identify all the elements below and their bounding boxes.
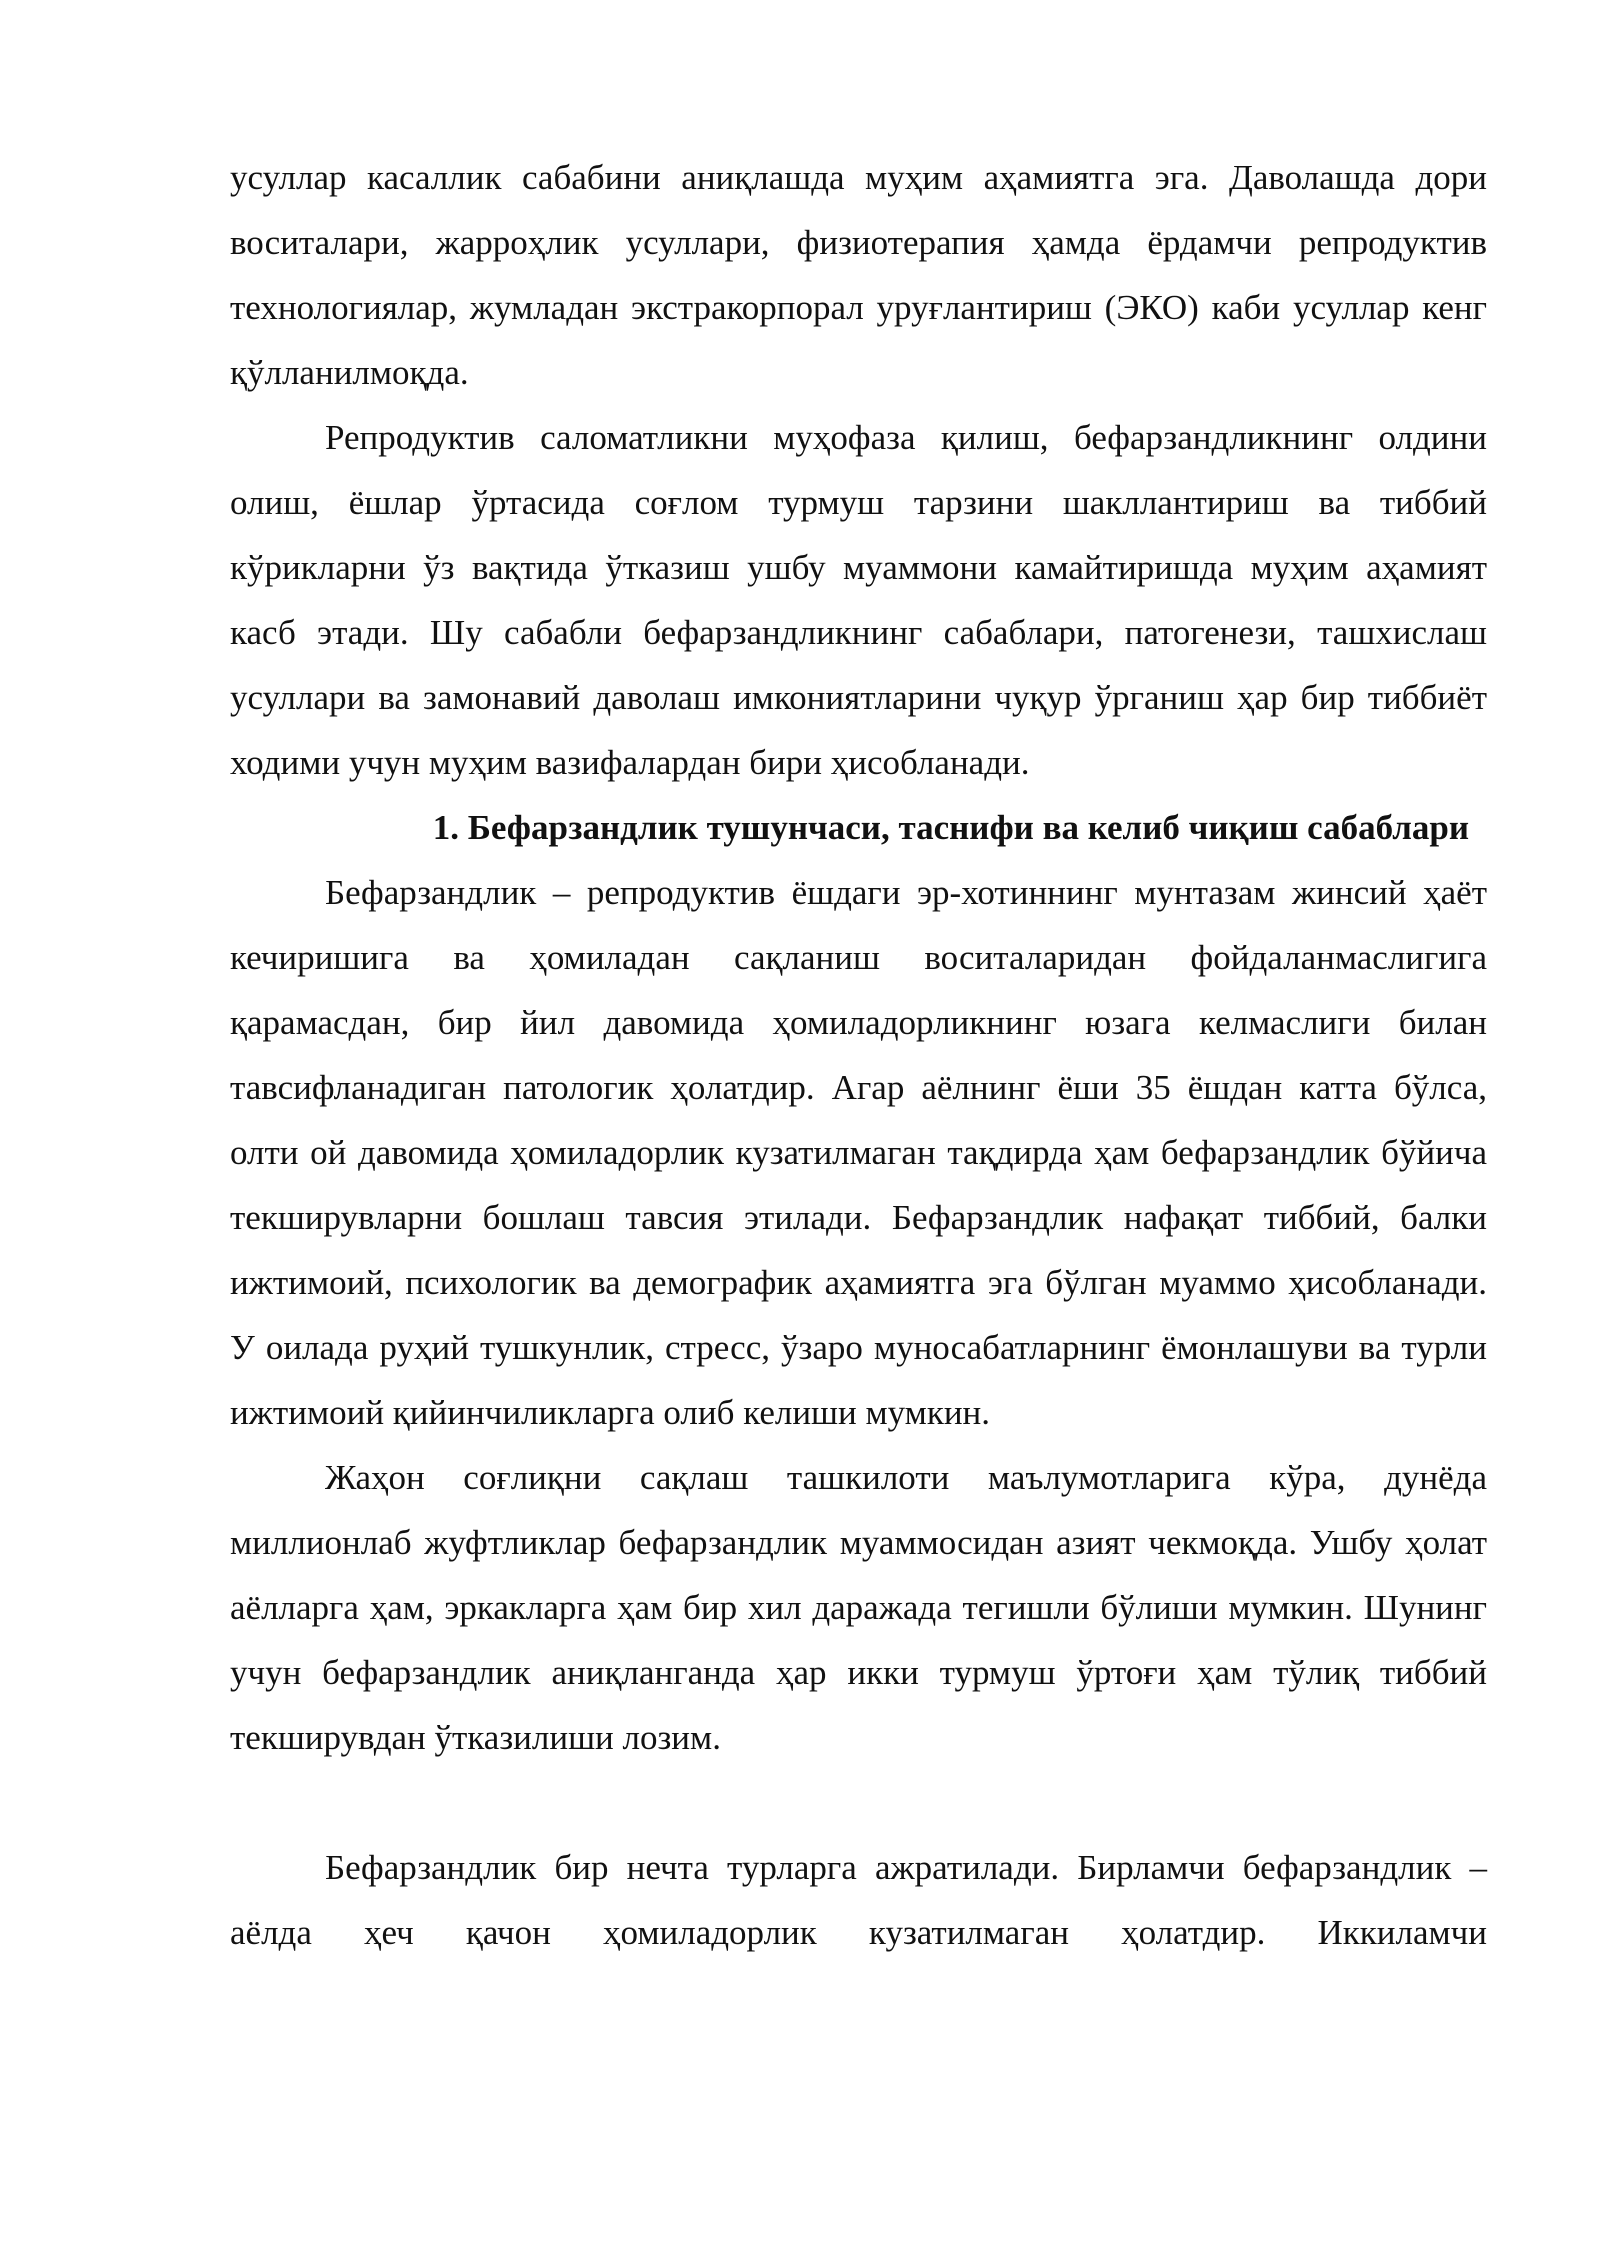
paragraph-reproductive-health: Репродуктив саломатликни муҳофаза қилиш, бефарзандликнинг олдини олиш, ёшлар ўртасида соғлом турмуш тарзини шакллантириш ва тиббий кўрикларни ўз вақтида ўтказиш ушбу муаммони камайтиришда муҳим аҳамият касб этади. Шу сабабли бефарзандликнинг сабаблари, патогенези, ташхислаш усуллари ва замонавий даволаш имкониятларини чуқур ўрганиш ҳар бир тиббиёт ходими учун муҳим вазифалардан бири ҳисобланади. — [230, 418, 1487, 782]
paragraph-infertility-types: Бефарзандлик бир нечта турларга ажратилади. Бирламчи бефарзандлик – аёлда ҳеч қачон ҳомиладорлик кузатилмаган ҳолатдир. Иккиламчи — [230, 1848, 1487, 1952]
paragraph-who-data: Жаҳон соғлиқни сақлаш ташкилоти маълумотларига кўра, дунёда миллионлаб жуфтликлар бефарзандлик муаммосидан азият чекмоқда. Ушбу ҳолат аёлларга ҳам, эркакларга ҳам бир хил даражада тегишли бўлиши мумкин. Шунинг учун бефарзандлик аниқланганда ҳар икки турмуш ўртоғи ҳам тўлиқ тиббий текширувдан ўтказилиши лозим. — [230, 1458, 1487, 1757]
paragraph-treatment-methods: усуллар касаллик сабабини аниқлашда муҳим аҳамиятга эга. Даволашда дори воситалари, жарроҳлик усуллари, физиотерапия ҳамда ёрдамчи репродуктив технологиялар, жумладан экстракорпорал уруғлантириш (ЭКО) каби усуллар кенг қўлланилмоқда. — [230, 158, 1487, 392]
paragraph-infertility-definition: Бефарзандлик – репродуктив ёшдаги эр-хотиннинг мунтазам жинсий ҳаёт кечиришига ва ҳомиладан сақланиш воситаларидан фойдаланмаслигига қарамасдан, бир йил давомида ҳомиладорликнинг юзага келмаслиги билан тавсифланадиган патологик ҳолатдир. Агар аёлнинг ёши 35 ёшдан катта бўлса, олти ой давомида ҳомиладорлик кузатилмаган тақдирда ҳам бефарзандлик бўйича текширувларни бошлаш тавсия этилади. Бефарзандлик нафақат тиббий, балки ижтимоий, психологик ва демографик аҳамиятга эга бўлган муаммо ҳисобланади. У оилада руҳий тушкунлик, стресс, ўзаро муносабатларнинг ёмонлашуви ва турли ижтимоий қийинчиликларга олиб келиши мумкин. — [230, 873, 1487, 1432]
document-page — [230, 145, 1487, 1965]
blank-line — [230, 1770, 1487, 1835]
section-heading: 1. Бефарзандлик тушунчаси, таснифи ва келиб чиқиш сабаблари — [432, 808, 1469, 847]
